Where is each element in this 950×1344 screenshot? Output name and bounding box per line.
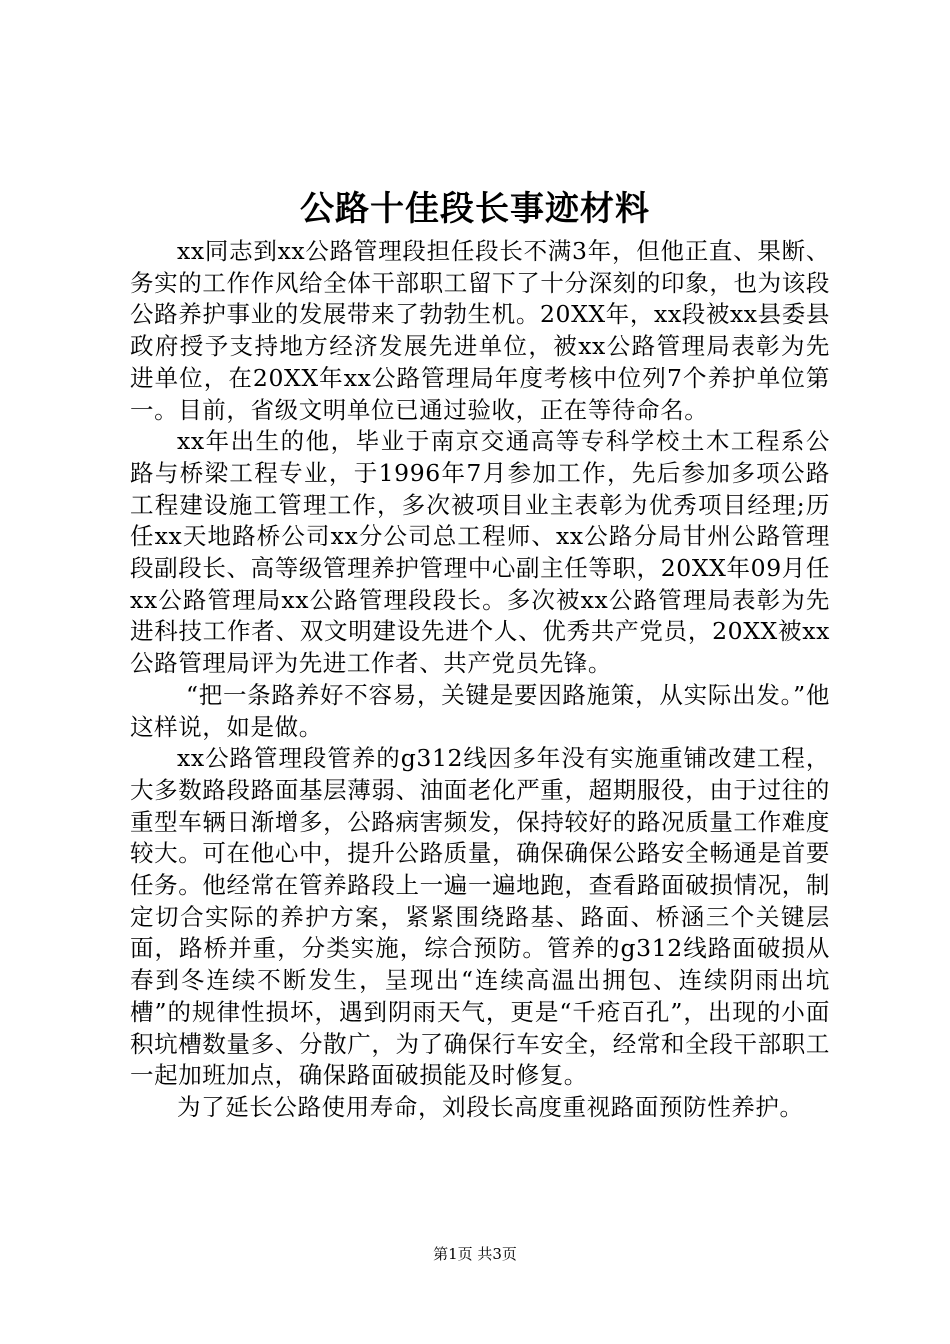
paragraph-road-maintenance: xx公路管理段管养的g312线因多年没有实施重铺改建工程，大多数路段路面基层薄弱、油面老化严重，超期服役，由于过往的重型车辆日渐增多，公路病害频发，保持较好的路况质量工作难度较大。可在他心中，提升公路质量，确保确保公路安全畅通是首要任务。他经常在管养路段上一遍一遍地跑，查看路面破损情况，制定切合实际的养护方案，紧紧围绕路基、路面、桥涵三个关键层面，路桥并重，分类实施，综合预防。管养的g312线路面破损从春到冬连续不断发生，呈现出“连续高温出拥包、连续阴雨出坑槽”的规律性损坏，遇到阴雨天气，更是“千疮百孔”，出现的小面积坑槽数量多、分散广，为了确保行车安全，经常和全段干部职工一起加班加点，确保路面破损能及时修复。 bbox=[130, 744, 830, 1090]
document-body bbox=[130, 236, 830, 1124]
paragraph-background: xx年出生的他，毕业于南京交通高等专科学校土木工程系公路与桥梁工程专业，于1996年7月参加工作，先后参加多项公路工程建设施工管理工作，多次被项目业主表彰为优秀项目经理;历任xx天地路桥公司xx分公司总工程师、xx公路分局甘州公路管理段副段长、高等级管理养护管理中心副主任等职，20XX年09月任xx公路管理局xx公路管理段段长。多次被xx公路管理局表彰为先进科技工作者、双文明建设先进个人、优秀共产党员，20XX被xx公路管理局评为先进工作者、共产党员先锋。 bbox=[130, 427, 830, 678]
document-title: 公路十佳段长事迹材料 bbox=[300, 189, 650, 229]
paragraph-preventive-maintenance: 为了延长公路使用寿命，刘段长高度重视路面预防性养护。 bbox=[177, 1092, 804, 1121]
paragraph-quote: “把一条路养好不容易，关键是要因路施策，从实际出发。”他这样说，如是做。 bbox=[130, 680, 830, 741]
page-number-footer: 第1页 共3页 bbox=[433, 1245, 517, 1263]
paragraph-intro: xx同志到xx公路管理段担任段长不满3年，但他正直、果断、务实的工作作风给全体干部职工留下了十分深刻的印象，也为该段公路养护事业的发展带来了勃勃生机。20XX年，xx段被xx县委县政府授予支持地方经济发展先进单位，被xx公路管理局表彰为先进单位，在20XX年xx公路管理局年度考核中位列7个养护单位第一。目前，省级文明单位已通过验收，正在等待命名。 bbox=[130, 237, 830, 424]
